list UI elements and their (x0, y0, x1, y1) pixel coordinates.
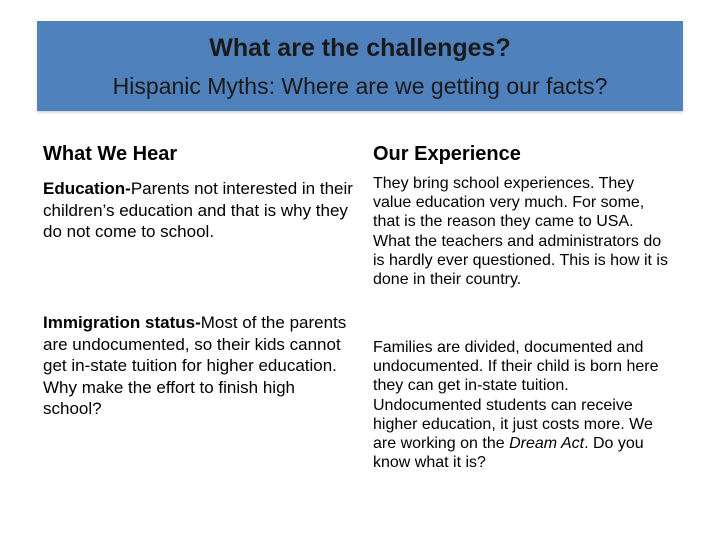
myth-cell-education (43, 178, 355, 243)
myth-text-education: Parents not interested in their children’s education and that is why they do not come to school. (43, 179, 353, 241)
experience-text-immigration: Families are divided, documented and undocumented. If their child is born here they can get in-state tuition. Undocumented students can receive higher education, it just costs more. We are working on the (373, 339, 659, 453)
title-banner (37, 21, 683, 111)
slide-title: What are the challenges? (209, 34, 511, 62)
myth-text-immigration: Most of the parents are undocumented, so their kids cannot get in-state tuition for higher education. Why make the effort to finish high school? (43, 313, 347, 418)
slide-subtitle: Hispanic Myths: Where are we getting our facts? (112, 73, 608, 99)
column-header-what-we-hear: What We Hear (43, 143, 178, 165)
experience-text-immigration-end: . Do you know what it is? (373, 435, 644, 472)
experience-cell-immigration (373, 338, 673, 472)
column-header-our-experience: Our Experience (373, 143, 521, 165)
dream-act-emphasis: Dream Act (509, 435, 585, 453)
myth-label-education: Education- (43, 179, 131, 198)
myth-label-immigration: Immigration status- (43, 313, 201, 332)
experience-cell-education: They bring school experiences. They value education very much. For some, that is the reason they came to USA. What the teachers and administrators do is hardly ever questioned. This is how it is done in their country. (373, 175, 668, 289)
myth-cell-immigration (43, 312, 355, 420)
